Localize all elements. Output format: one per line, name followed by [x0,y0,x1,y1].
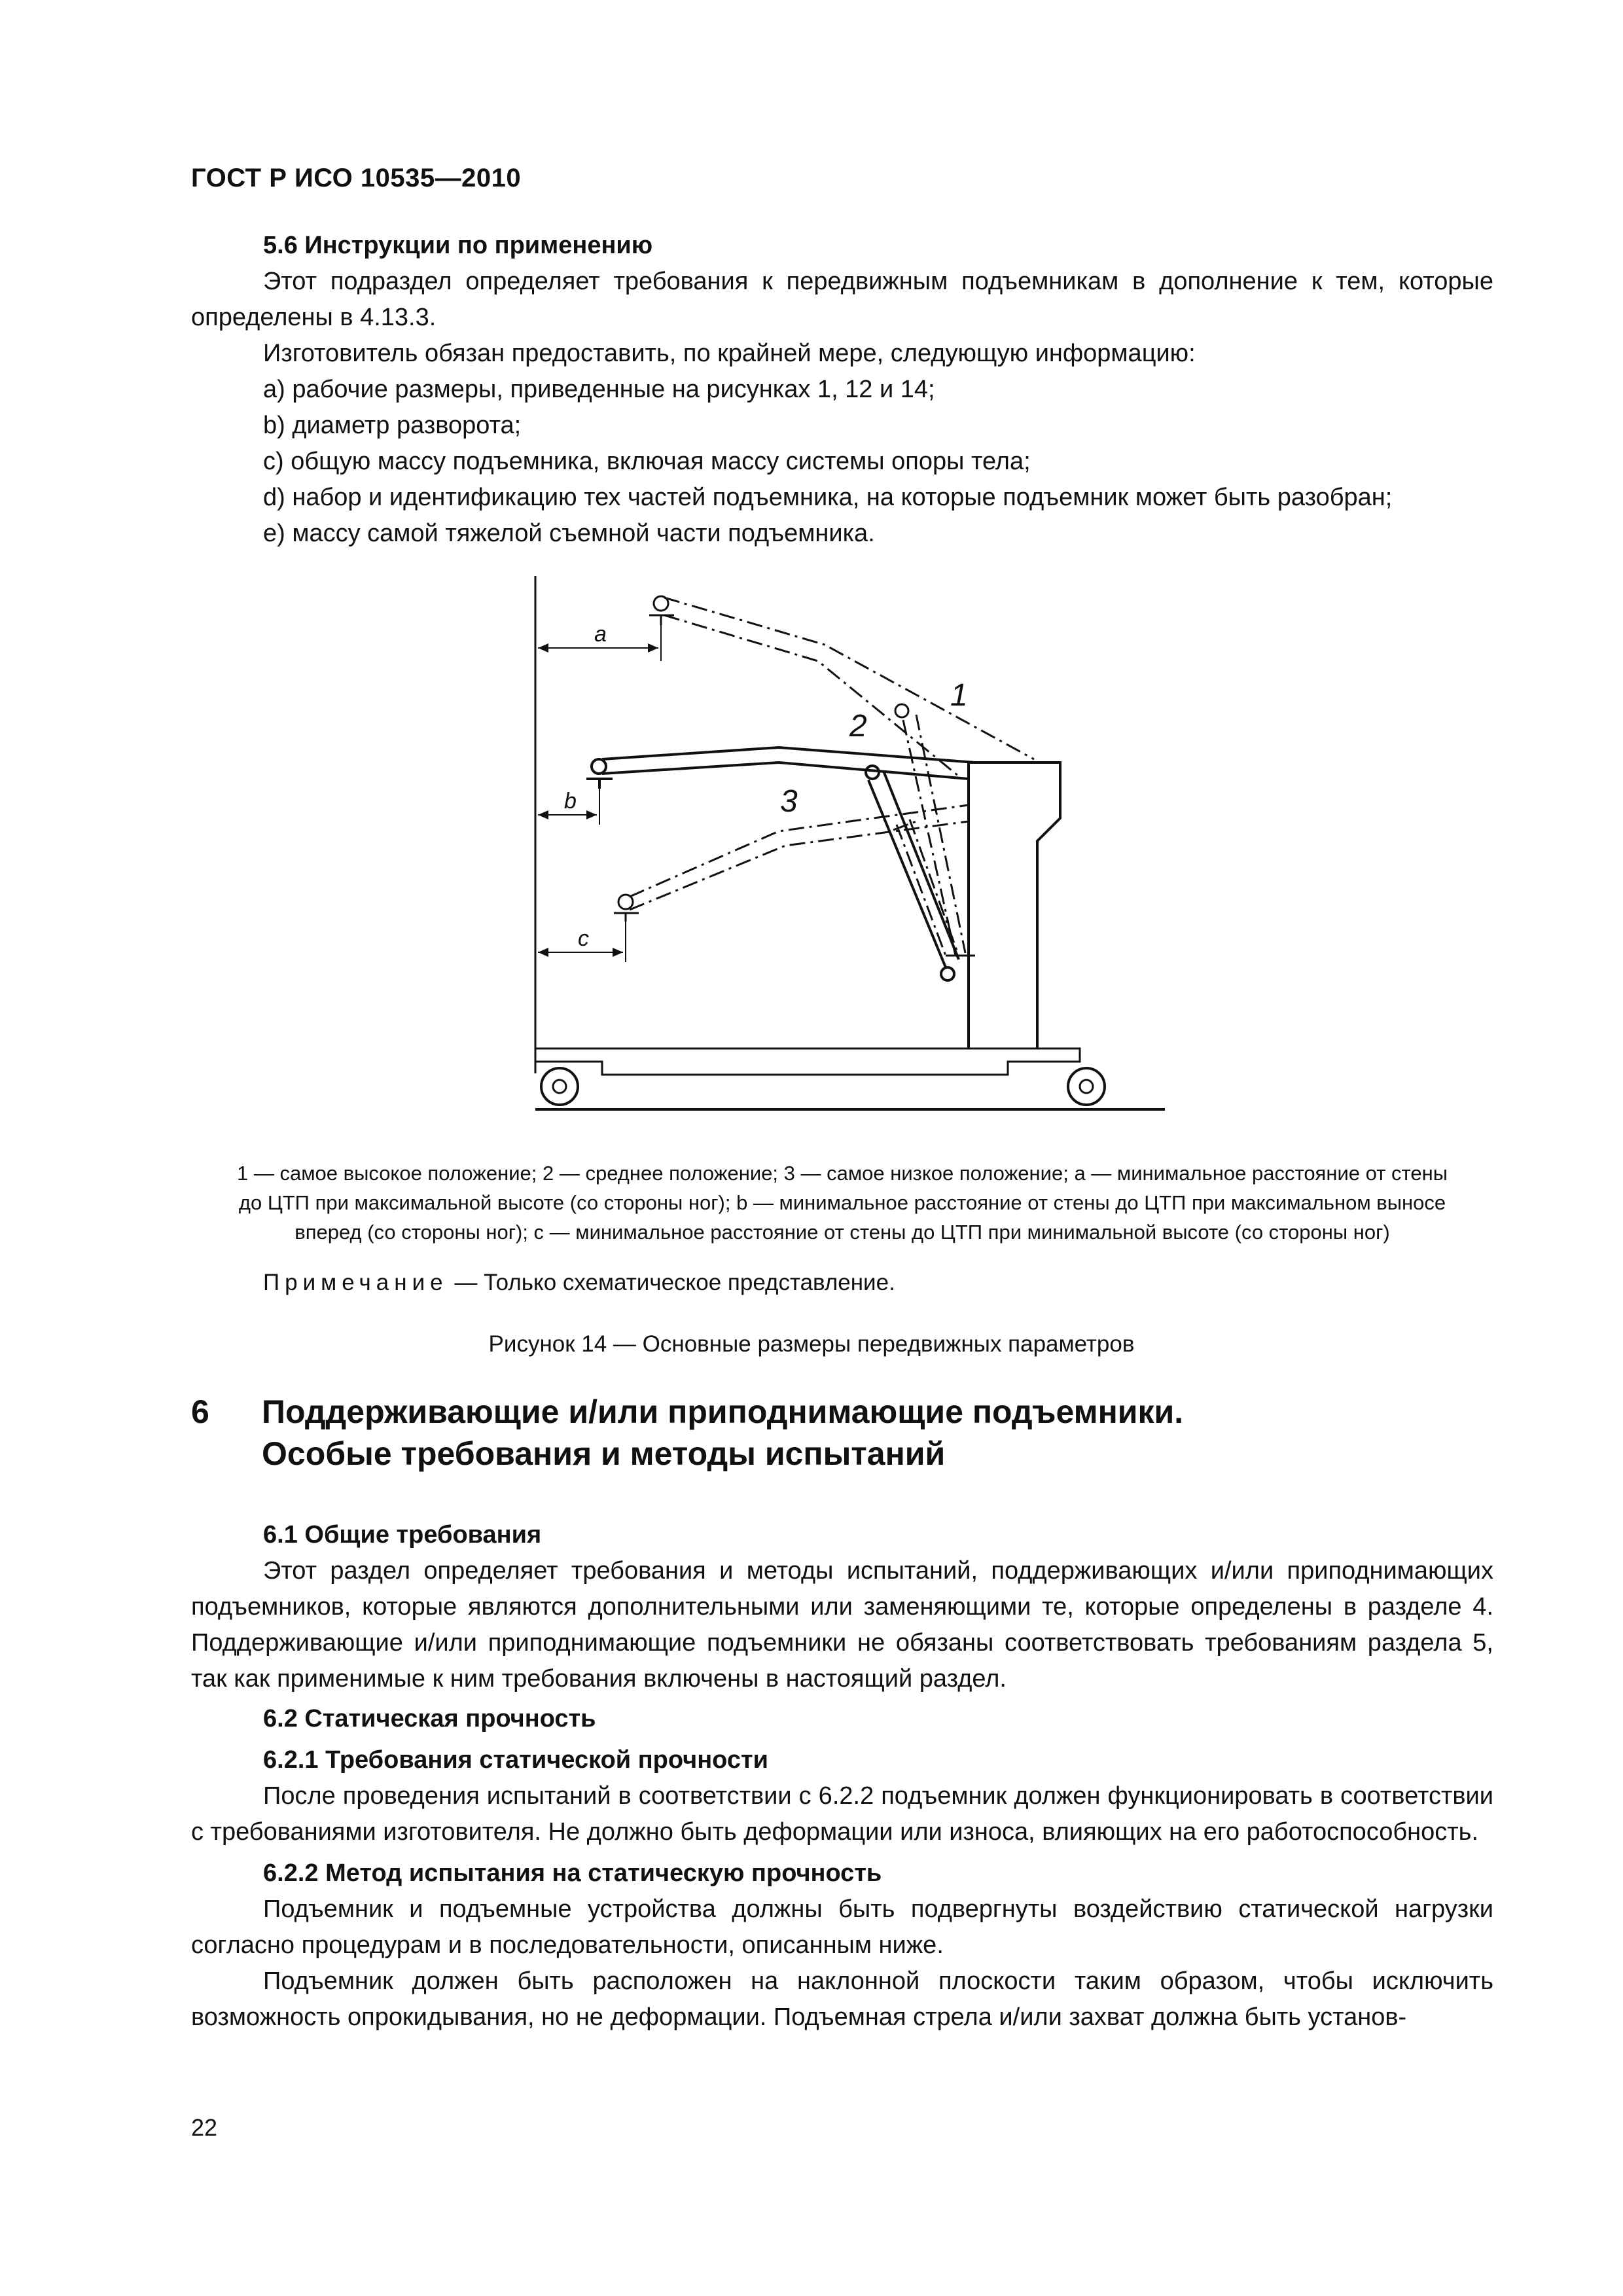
figure-legend [191,1158,1493,1247]
rear-wheel-hub [1080,1080,1093,1093]
legend-line-3: вперед (со стороны ног); c — минимальное расстояние от стены до ЦТП при минимальной высоте (со стороны ног) [294,1221,1390,1244]
label-position-2: 2 [849,709,867,744]
boom-tip-highest [654,596,668,611]
label-c: c [578,926,589,951]
pivot-highest [895,704,908,717]
section-6-heading [191,1391,1184,1475]
hanger-lowest [614,913,639,922]
boom-middle-position [602,747,975,779]
section-6-2-1-text: После проведения испытаний в соответствии с 6.2.2 подъемник должен функционировать в соответствии с требованиями изготовителя. Не должно быть деформации или износа, влияющих на его работоспособность. [191,1782,1493,1846]
list-item-d: d) набор и идентификацию тех частей подъемника, на которые подъемник может быть разобран; [263,484,1393,511]
section-6-body [191,1517,1493,2036]
boom-tip-middle [592,759,606,774]
actuator-lowest [893,819,957,956]
list-item-b: b) диаметр разворота; [263,412,522,439]
front-wheel [541,1068,578,1105]
section-6-title-line-2: Особые требования и методы испытаний [262,1435,946,1472]
actuator-bottom-pivot [941,967,954,980]
section-6-1-text: Этот раздел определяет требования и методы испытаний, поддерживающих и/или приподнимающих подъемников, которые являются дополнительными или заменяющими те, которые определены в разделе 4. Поддерживающие и/или приподнимающие подъемники не обязаны соответствовать требованиям раздела 5, так как применимые к ним требования включены в настоящий раздел. [191,1557,1493,1693]
hoist-mast [969,762,1060,1049]
hoist-base [535,1049,1080,1075]
section-5-6-title: 5.6 Инструкции по применению [263,232,653,259]
document-code-header: ГОСТ Р ИСО 10535—2010 [191,164,522,192]
actuator-middle [868,771,959,967]
rear-wheel [1068,1068,1105,1105]
actuator-top-pivot [866,766,879,779]
section-6-2-2-paragraph-1: Подъемник и подъемные устройства должны быть подвергнуты воздействию статической нагрузки согласно процедурам и в последовательности, описанным ниже. [191,1895,1493,1959]
note-text: — Только схематическое представление. [448,1270,895,1295]
label-position-3: 3 [780,784,798,819]
front-wheel-hub [553,1080,566,1093]
section-5-6-paragraph-2: Изготовитель обязан предоставить, по крайней мере, следующую информацию: [263,340,1196,367]
label-b: b [564,789,577,814]
hoist-schematic-figure [458,563,1178,1139]
page-number: 22 [191,2114,218,2141]
legend-line-2: до ЦТП при максимальной высоте (со стороны ног); b — минимальное расстояние от стены до ЦТП при максимальном выносе [238,1191,1446,1214]
section-6-number: 6 [191,1393,209,1430]
figure-note [263,1270,895,1296]
section-6-2-title: 6.2 Статическая прочность [263,1705,596,1732]
label-position-1: 1 [950,678,968,713]
section-6-1-title: 6.1 Общие требования [263,1521,542,1549]
hanger-middle [586,779,613,789]
legend-line-1: 1 — самое высокое положение; 2 — среднее положение; 3 — самое низкое положение; a — минимальное расстояние от стены [236,1162,1448,1185]
section-6-title-line-1: Поддерживающие и/или приподнимающие подъемники. [262,1393,1184,1430]
boom-tip-lowest [618,895,633,909]
label-a: a [594,622,607,647]
actuator-highest [903,715,965,956]
section-5-6-paragraph-1: Этот подраздел определяет требования к передвижным подъемникам в дополнение к тем, которые определены в 4.13.3. [191,268,1493,331]
note-label: Примечание [263,1270,448,1295]
figure-caption: Рисунок 14 — Основные размеры передвижных параметров [488,1331,1135,1357]
list-item-a: a) рабочие размеры, приведенные на рисунках 1, 12 и 14; [263,376,935,403]
section-5-6 [191,228,1493,552]
section-6-2-2-title: 6.2.2 Метод испытания на статическую прочность [263,1859,882,1887]
section-6-2-1-title: 6.2.1 Требования статической прочности [263,1746,768,1774]
list-item-e: e) массу самой тяжелой съемной части подъемника. [263,520,875,547]
section-6-2-2-paragraph-2: Подъемник должен быть расположен на наклонной плоскости таким образом, чтобы исключить возможность опрокидывания, но не деформации. Подъемная стрела и/или захват должна быть установ- [191,1967,1493,2031]
list-item-c: c) общую массу подъемника, включая массу системы опоры тела; [263,448,1031,475]
